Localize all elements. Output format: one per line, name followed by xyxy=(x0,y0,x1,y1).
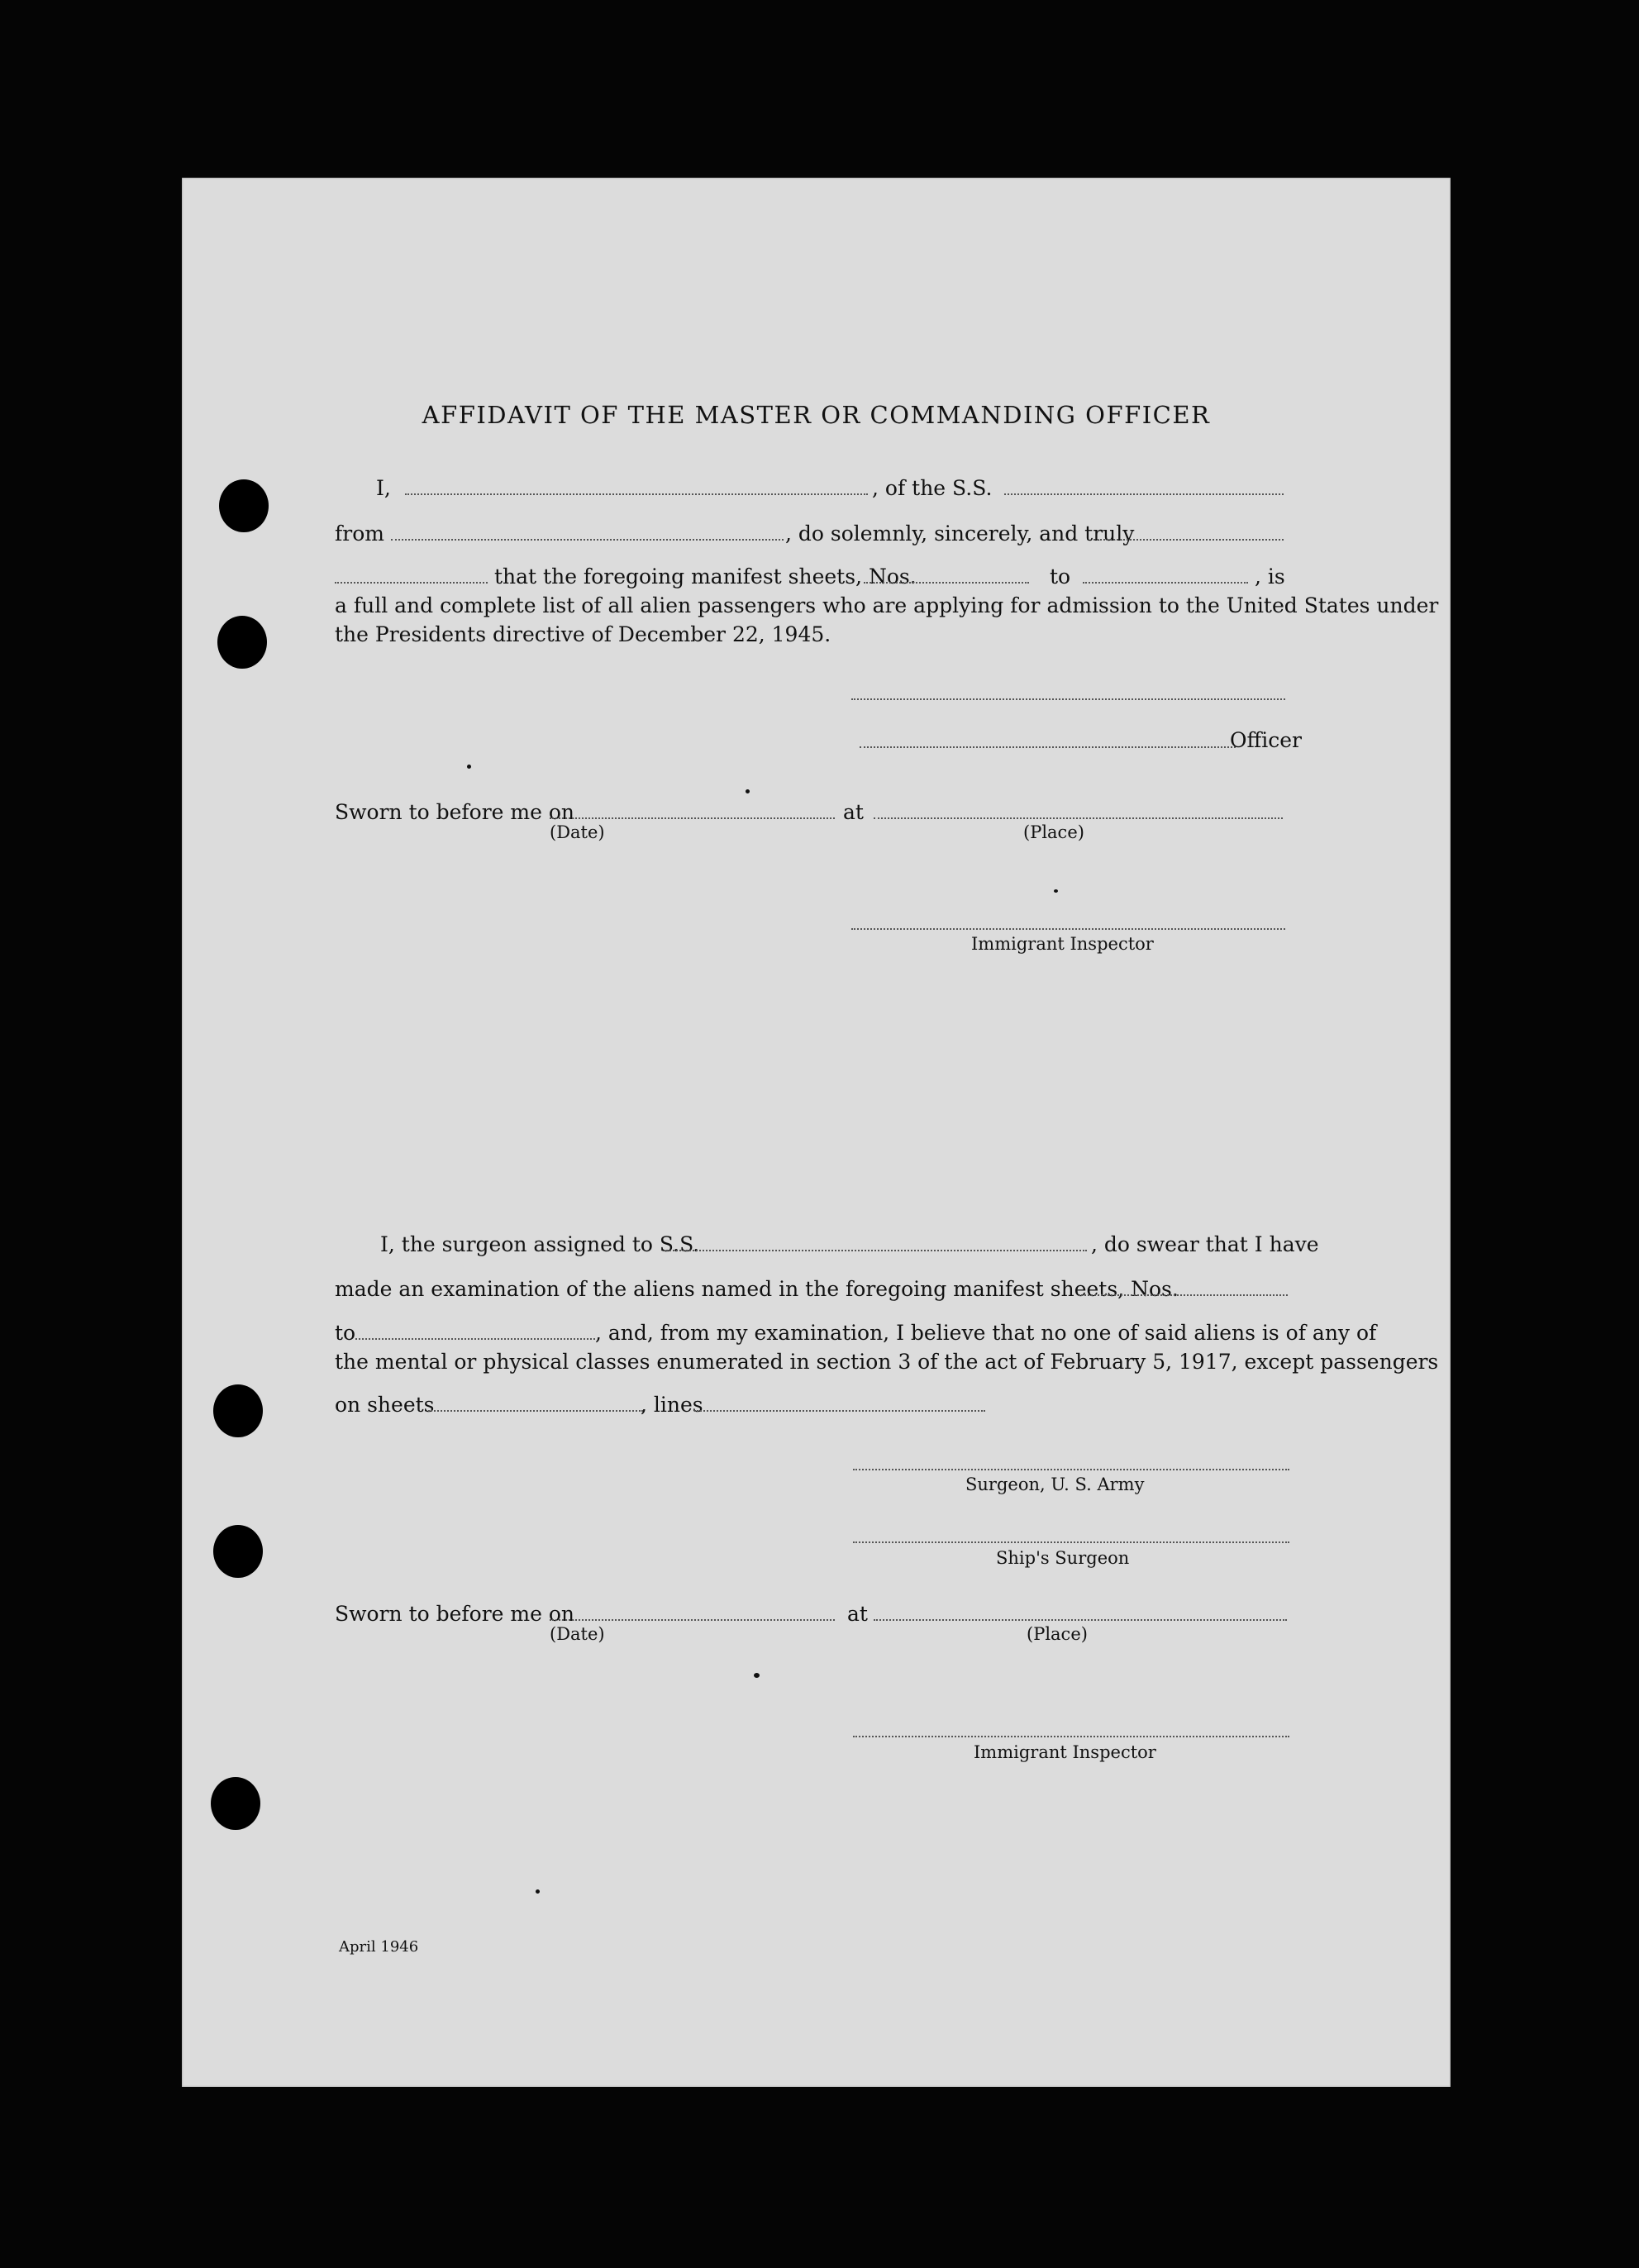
page-title: AFFIDAVIT OF THE MASTER OR COMMANDING OFFICER xyxy=(422,401,1211,429)
surgeon-inspector-caption: Immigrant Inspector xyxy=(974,1742,1156,1762)
surgeon-to-label: to xyxy=(335,1321,356,1345)
surgeon-place-field[interactable] xyxy=(874,1619,1287,1621)
ink-speck xyxy=(467,765,471,769)
master-to-label: to xyxy=(1050,565,1071,588)
master-from-label: from xyxy=(335,522,384,546)
master-swear-text: , do solemnly, sincerely, and truly xyxy=(785,522,1135,546)
surgeon-exam-statement: the mental or physical classes enumerated in section 3 of the act of February 5, 1917, except passengers xyxy=(335,1350,1439,1374)
surgeon-sheets-from-field[interactable] xyxy=(1079,1294,1288,1296)
punch-hole xyxy=(219,479,269,532)
ink-speck xyxy=(536,1889,540,1894)
master-sheets-from-field[interactable] xyxy=(864,582,1029,584)
punch-hole xyxy=(217,616,267,669)
master-is-text: , is xyxy=(1255,565,1285,588)
master-ss-label: , of the S.S. xyxy=(872,476,993,500)
master-place-field[interactable] xyxy=(874,817,1283,819)
ink-speck xyxy=(1054,889,1058,893)
surgeon-date-caption: (Date) xyxy=(550,1624,605,1644)
master-place-caption: (Place) xyxy=(1023,822,1084,842)
surgeon-at-label: at xyxy=(847,1602,868,1626)
ship-surgeon-caption: Ship's Surgeon xyxy=(996,1548,1130,1568)
surgeon-exam-statement: , and, from my examination, I believe that no one of said aliens is of any of xyxy=(595,1321,1377,1345)
surgeon-inspector-signature-line[interactable] xyxy=(853,1736,1289,1737)
surgeon-lines-label: , lines xyxy=(641,1393,703,1417)
surgeon-intro-text: I, the surgeon assigned to S.S. xyxy=(380,1232,700,1256)
master-from-field[interactable] xyxy=(391,539,784,541)
form-page xyxy=(182,178,1451,2087)
master-sheets-text: that the foregoing manifest sheets, Nos. xyxy=(494,565,917,588)
master-swear-field[interactable] xyxy=(1093,539,1284,541)
master-inspector-caption: Immigrant Inspector xyxy=(971,934,1154,954)
master-inspector-signature-line[interactable] xyxy=(851,928,1285,930)
surgeon-date-field[interactable] xyxy=(550,1619,835,1621)
master-date-field[interactable] xyxy=(550,817,835,819)
master-i-label: I, xyxy=(376,476,391,500)
army-surgeon-signature-line[interactable] xyxy=(853,1469,1289,1470)
ink-speck xyxy=(746,789,750,793)
master-ship-field[interactable] xyxy=(1004,493,1284,495)
master-sworn-text: Sworn to before me on xyxy=(335,800,575,824)
officer-label: Officer xyxy=(1230,728,1302,752)
ink-speck xyxy=(754,1673,760,1678)
surgeon-ship-field[interactable] xyxy=(664,1250,1087,1251)
surgeon-exception-lines-field[interactable] xyxy=(694,1410,985,1412)
form-date-footer: April 1946 xyxy=(339,1938,419,1956)
master-date-caption: (Date) xyxy=(550,822,605,842)
master-statement-line: a full and complete list of all alien passengers who are applying for admission to the United States under xyxy=(335,593,1439,617)
surgeon-on-sheets-label: on sheets xyxy=(335,1393,435,1417)
master-sheets-to-field[interactable] xyxy=(1083,582,1248,584)
punch-hole xyxy=(211,1777,260,1830)
master-verb-field[interactable] xyxy=(335,582,488,584)
surgeon-sworn-text: Sworn to before me on xyxy=(335,1602,575,1626)
officer-signature-line-1[interactable] xyxy=(851,698,1285,700)
surgeon-exam-text: made an examination of the aliens named in the foregoing manifest sheets, Nos. xyxy=(335,1277,1179,1301)
surgeon-exception-sheets-field[interactable] xyxy=(428,1410,643,1412)
punch-hole xyxy=(213,1384,263,1437)
officer-signature-line-2[interactable] xyxy=(860,746,1236,748)
master-statement-line: the Presidents directive of December 22, 1945. xyxy=(335,622,831,646)
master-name-field[interactable] xyxy=(405,493,868,495)
surgeon-place-caption: (Place) xyxy=(1027,1624,1088,1644)
surgeon-sheets-to-field[interactable] xyxy=(355,1338,595,1340)
surgeon-swear-text: , do swear that I have xyxy=(1091,1232,1319,1256)
punch-hole xyxy=(213,1525,263,1578)
master-at-label: at xyxy=(843,800,864,824)
army-surgeon-caption: Surgeon, U. S. Army xyxy=(965,1475,1145,1494)
ship-surgeon-signature-line[interactable] xyxy=(853,1541,1289,1543)
